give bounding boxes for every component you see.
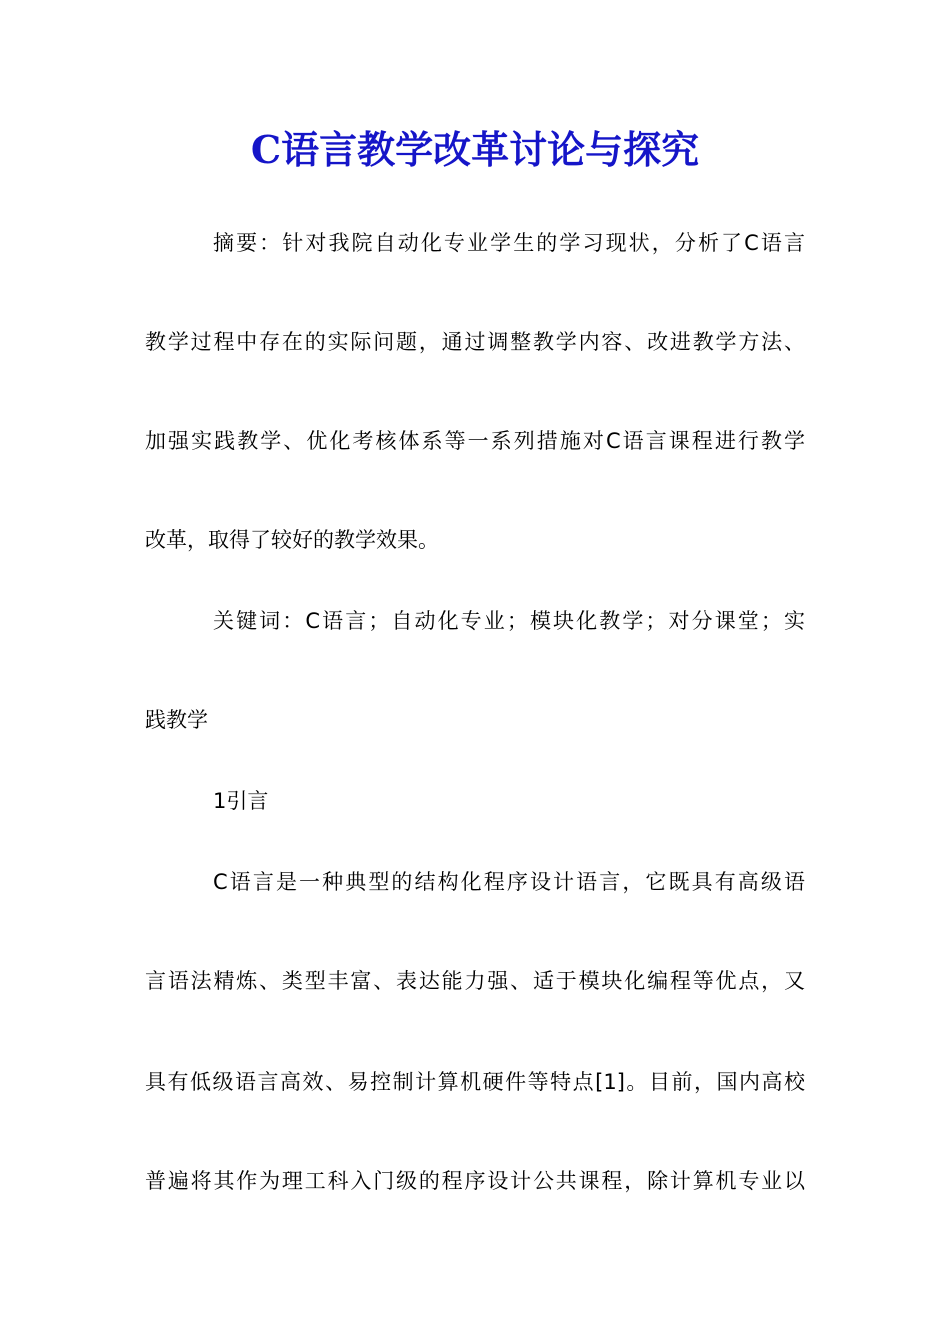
abstract-line-2: 教学过程中存在的实际问题，通过调整教学内容、改进教学方法、 [145,330,805,354]
abstract-line-3: 加强实践教学、优化考核体系等一系列措施对C语言课程进行教学 [145,429,805,453]
document-title: C语言教学改革讨论与探究 [250,127,700,172]
section-heading: 1引言 [213,789,269,813]
abstract-line-4: 改革，取得了较好的教学效果。 [145,528,439,552]
body-line-2: 言语法精炼、类型丰富、表达能力强、适于模块化编程等优点，又 [145,969,805,993]
body-line-1: C语言是一种典型的结构化程序设计语言，它既具有高级语 [213,870,805,894]
abstract-line-1: 摘要：针对我院自动化专业学生的学习现状，分析了C语言 [213,231,805,255]
body-line-3: 具有低级语言高效、易控制计算机硬件等特点[1]。目前，国内高校 [145,1070,805,1094]
keywords-line-2: 践教学 [145,708,208,732]
body-line-4: 普遍将其作为理工科入门级的程序设计公共课程，除计算机专业以 [145,1169,805,1193]
keywords-line-1: 关键词：C语言；自动化专业；模块化教学；对分课堂；实 [213,609,805,633]
